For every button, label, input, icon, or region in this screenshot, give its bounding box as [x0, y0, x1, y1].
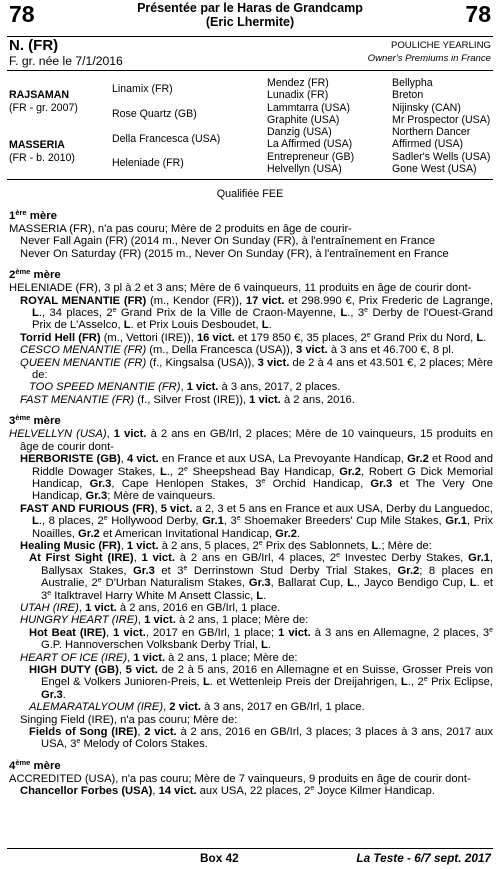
produce-entry: Torrid Hell (FR) (m., Vettori (IRE)), 16 vict. et 179 850 €, 35 places, 2e Grand Prix du Nord, L.	[20, 331, 487, 344]
dam-info: (FR - b. 2010)	[9, 152, 75, 164]
pedigree-top-divider	[7, 70, 493, 71]
pedigree-gen3-4: Graphite (USA)	[267, 114, 340, 126]
consignor-line-2: (Eric Lhermite)	[205, 15, 295, 29]
dam-4-entry: ACCREDITED (USA), n'a pas couru; Mère de 7 vainqueurs, 9 produits en âge de courir dont-	[9, 772, 471, 785]
pedigree-gen3-1: Mendez (FR)	[267, 77, 329, 89]
produce-entry: TOO SPEED MENANTIE (FR), 1 vict. à 3 ans, 2017, 2 places.	[29, 381, 341, 394]
produce-entry: HEART OF ICE (IRE), 1 vict. à 2 ans, 1 place; Mère de:	[20, 651, 298, 664]
pedigree-gen2-1: Linamix (FR)	[112, 83, 173, 95]
produce-entry: HUNGRY HEART (IRE), 1 vict. à 2 ans, 1 place; Mère de:	[20, 614, 309, 627]
dam-name: MASSERIA	[9, 139, 65, 151]
pedigree-gen4-7: Sadler's Wells (USA)	[392, 151, 491, 163]
produce-entry: HERBORISTE (GB), 4 vict. en France et aux USA, La Prevoyante Handicap, Gr.2 et Rood and Riddle Dowager Stakes, L., 2e Sheepshead Bay Handicap, Gr.2, Robert G Dick Memorial Handicap, Gr.3, Cape Henlopen Stakes, 3e Orchid Handicap, Gr.3 et The Very One Handicap, Gr.3; Mère de vainqueurs.	[20, 453, 494, 503]
pedigree-gen2-4: Heleniade (FR)	[112, 157, 184, 169]
pedigree-gen4-6: Affirmed (USA)	[392, 138, 464, 150]
pedigree-gen3-7: Entrepreneur (GB)	[267, 151, 355, 163]
produce-entry: Chancellor Forbes (USA), 14 vict. aux USA, 22 places, 2e Joyce Kilmer Handicap.	[20, 785, 435, 798]
pedigree-gen3-6: La Affirmed (USA)	[267, 138, 353, 150]
dam-3-entry: HELVELLYN (USA), 1 vict. à 2 ans en GB/Irl, 2 places; Mère de 10 vainqueurs, 15 produits en âge de courir dont-	[9, 428, 493, 453]
section-heading-4: 4ème mère	[9, 757, 61, 772]
pedigree-gen3-2: Lunadix (FR)	[267, 89, 329, 101]
produce-entry: QUEEN MENANTIE (FR) (f., Kingsalsa (USA)), 3 vict. de 2 à 4 ans et 43.501 €, 2 places; Mère de:	[20, 356, 494, 382]
horse-name: N. (FR)	[9, 37, 59, 54]
premium-note: Owner's Premiums in France	[367, 53, 491, 64]
pedigree-gen4-2: Breton	[392, 89, 424, 101]
header-divider	[7, 36, 493, 37]
pedigree-gen4-4: Mr Prospector (USA)	[392, 114, 491, 126]
family-notes	[9, 210, 493, 798]
horse-description: F. gr. née le 7/1/2016	[9, 54, 123, 68]
lot-number-right: 78	[465, 1, 491, 27]
section-heading-1: 1ère mère	[9, 208, 58, 222]
sire-info: (FR - gr. 2007)	[9, 102, 78, 114]
box-number: Box 42	[200, 851, 239, 865]
produce-entry: UTAH (IRE), 1 vict. à 2 ans, 2016 en GB/Irl, 1 place.	[20, 601, 281, 614]
produce-entry: FAST MENANTIE (FR) (f., Silver Frost (IRE)), 1 vict. à 2 ans, 2016.	[20, 393, 355, 406]
produce-entry: ROYAL MENANTIE (FR) (m., Kendor (FR)), 17 vict. et 298.990 €, Prix Frederic de Lagrange, L., 34 places, 2e Grand Prix de la Ville de Craon-Mayenne, L., 3e Derby de l'Ouest-Grand Prix de L'Asselco, L. et Prix Louis Desboudet, L.	[20, 294, 494, 332]
pedigree-gen3-8: Helvellyn (USA)	[267, 163, 342, 175]
section-heading-3: 3ème mère	[9, 413, 61, 428]
consignor-title	[90, 1, 410, 29]
catalogue-header	[0, 0, 500, 36]
pedigree-gen4-8: Gone West (USA)	[392, 163, 477, 175]
produce-entry: At First Sight (IRE), 1 vict. à 2 ans en GB/Irl, 4 places, 2e Investec Derby Stakes, Gr.1, Ballysax Stakes, Gr.3 et 3e Derrinstown Stud Derby Trial Stakes, Gr.2; 8 places en Australie, 2e D'Urban Naturalism Stakes, Gr.3, Ballarat Cup, L., Jayco Bendigo Cup, L. et 3e Italktravel Harry White M Ansett Classic, L.	[29, 552, 494, 602]
produce-entry: Never On Saturday (FR) (2015 m., Never On Sunday (FR), à l'entraînement en France	[20, 247, 449, 260]
produce-entry: Healing Music (FR), 1 vict. à 2 ans, 5 places, 2e Prix des Sablonnets, L.; Mère de:	[20, 539, 432, 552]
horse-category: POULICHE YEARLING	[390, 40, 491, 51]
dam-2-entry: HELENIADE (FR), 3 pl à 2 et 3 ans; Mère de 6 vainqueurs, 11 produits en âge de courir dont-	[9, 282, 472, 295]
pedigree-gen3-3: Lammtarra (USA)	[267, 102, 350, 114]
produce-entry: Singing Field (IRE), n'a pas couru; Mère de:	[20, 713, 238, 726]
footer-divider	[7, 848, 493, 849]
consignor-line-1: Présentée par le Haras de Grandcamp	[137, 1, 363, 15]
pedigree-gen2-2: Rose Quartz (GB)	[112, 108, 197, 120]
produce-entry: HIGH DUTY (GB), 5 vict. de 2 à 5 ans, 2016 en Allemagne et en Suisse, Grosser Preis von Engel & Volkers Junioren-Preis, L. et Wettenleip Preis der Dreijahrigen, L., 2e Prix Eclipse, Gr.3.	[29, 664, 494, 701]
produce-entry: ALEMARATALYOUM (IRE), 2 vict. à 3 ans, 2017 en GB/Irl, 1 place.	[29, 701, 365, 714]
sale-event: La Teste - 6/7 sept. 2017	[356, 851, 491, 865]
produce-entry: CESCO MENANTIE (FR) (m., Della Francesca (USA)), 3 vict. à 3 ans et 46.700 €, 8 pl.	[20, 344, 454, 357]
pedigree-table	[9, 75, 495, 175]
pedigree-gen4-3: Nijinsky (CAN)	[392, 102, 461, 114]
section-heading-2: 2ème mère	[9, 267, 61, 282]
pedigree-gen2-3: Della Francesca (USA)	[112, 133, 221, 145]
dam-1-entry: MASSERIA (FR), n'a pas couru; Mère de 2 produits en âge de courir-	[9, 223, 352, 235]
pedigree-bottom-divider	[7, 179, 493, 180]
produce-entry: Fields of Song (IRE), 2 vict. à 2 ans, 2016 en GB/Irl, 3 places; 3 places à 3 ans, 2017 aux USA, 3e Melody of Colors Stakes.	[29, 726, 493, 751]
pedigree-gen4-1: Bellypha	[392, 77, 433, 89]
pedigree-gen4-5: Northern Dancer	[392, 126, 471, 138]
lot-number-left: 78	[9, 1, 35, 27]
qualification-note: Qualifiée FEE	[216, 188, 284, 200]
pedigree-gen3-5: Danzig (USA)	[267, 126, 332, 138]
produce-entry: Never Fall Again (FR) (2014 m., Never On Sunday (FR), à l'entraînement en France	[20, 235, 435, 248]
sire-name: RAJSAMAN	[9, 89, 70, 101]
produce-entry: Hot Beat (IRE), 1 vict., 2017 en GB/Irl, 1 place; 1 vict. à 3 ans en Allemagne, 2 places, 3e G.P. Hannoverschen Volksbank Derby Trial, L.	[29, 626, 494, 652]
produce-entry: FAST AND FURIOUS (FR), 5 vict. a 2, 3 et 5 ans en France et aux USA, Derby du Languedoc, L., 8 places, 2e Hollywood Derby, Gr.1, 3e Shoemaker Breeders' Cup Mile Stakes, Gr.1, Prix Noailles, Gr.2 et American Invitational Handicap, Gr.2.	[20, 502, 493, 540]
